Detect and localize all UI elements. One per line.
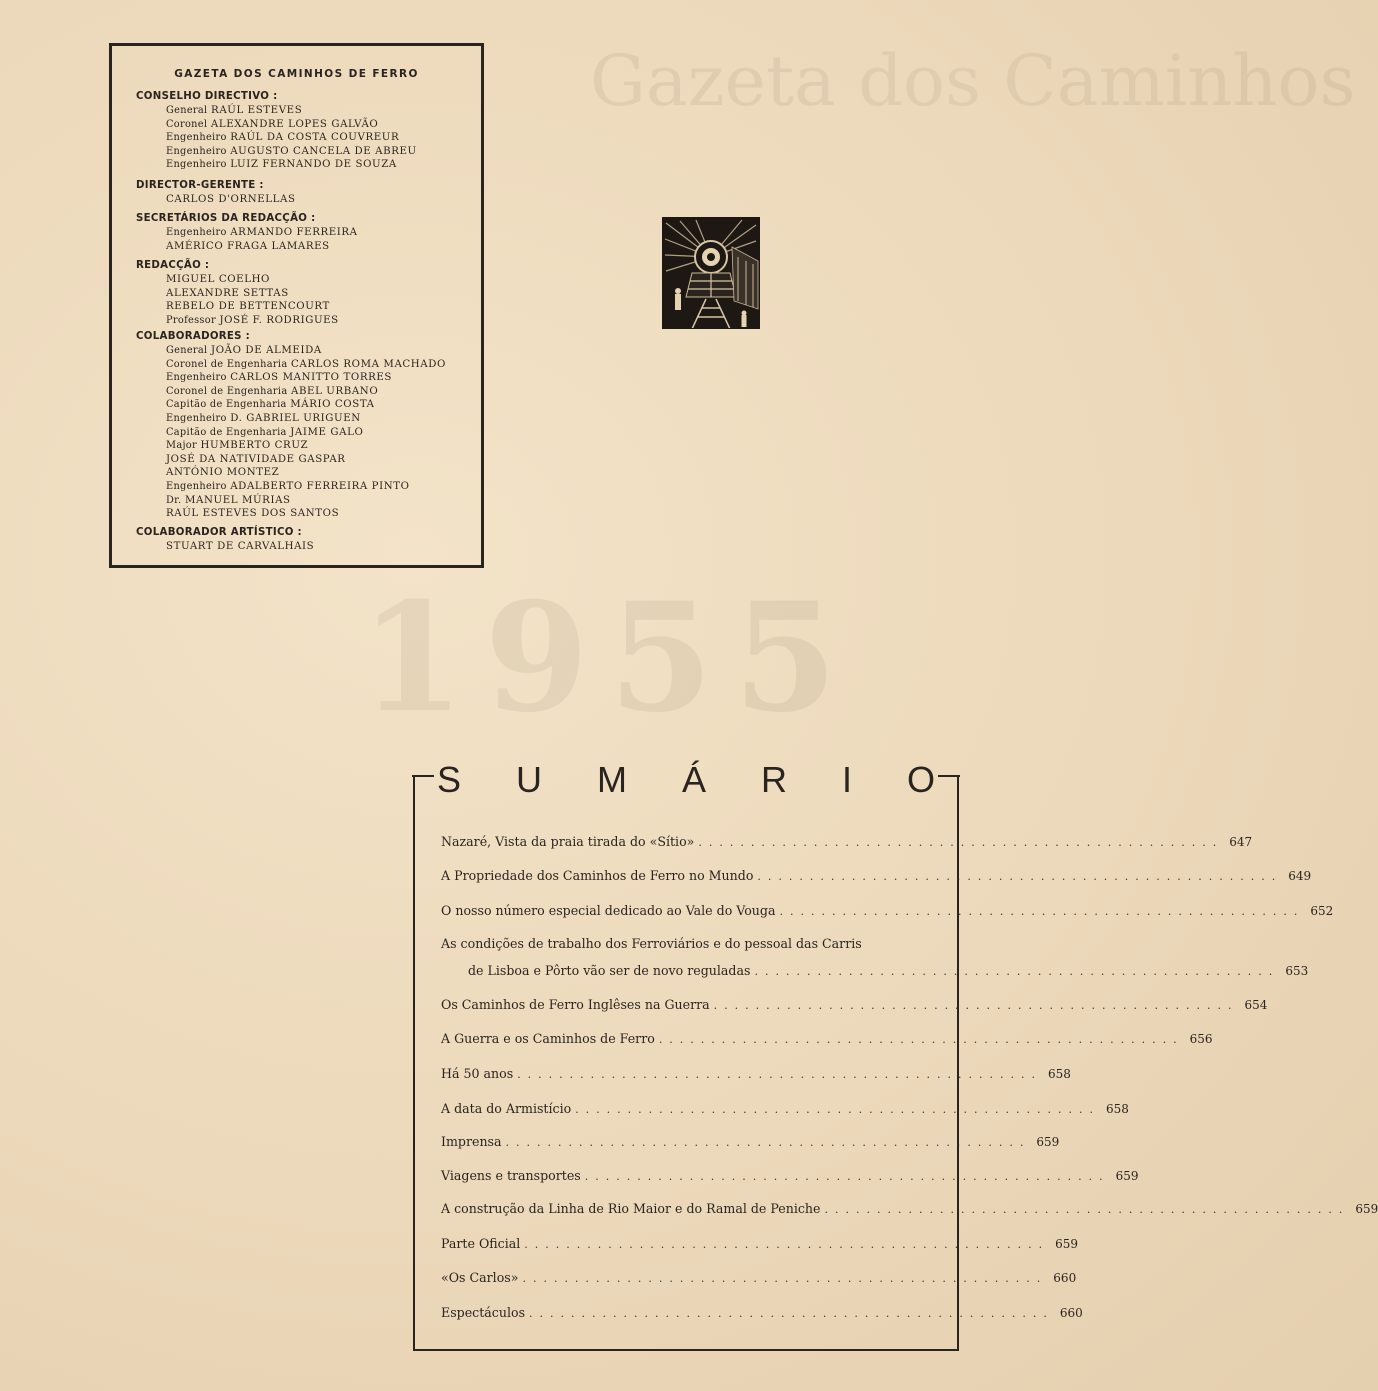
staff-member: ALEXANDRE SETTAS bbox=[166, 287, 289, 299]
staff-box bbox=[109, 43, 484, 568]
toc-title: A Propriedade dos Caminhos de Ferro no Mundo bbox=[441, 868, 754, 883]
staff-member: Capitão de Engenharia MÁRIO COSTA bbox=[166, 399, 375, 411]
toc-title: Imprensa bbox=[441, 1134, 502, 1149]
toc-entry bbox=[441, 1168, 1139, 1185]
toc-title: Viagens e transportes bbox=[441, 1168, 581, 1183]
staff-member: JOSÉ DA NATIVIDADE GASPAR bbox=[166, 453, 346, 465]
section-director-gerente bbox=[136, 179, 296, 207]
toc-page: 659 bbox=[1036, 1135, 1060, 1149]
toc-title: O nosso número especial dedicado ao Vale do Vouga bbox=[441, 903, 776, 918]
staff-member: Engenheiro ADALBERTO FERREIRA PINTO bbox=[166, 480, 410, 492]
toc-entry bbox=[441, 1134, 1060, 1151]
summary-title-letter: R bbox=[760, 759, 787, 800]
toc-page: 659 bbox=[1355, 1202, 1378, 1216]
staff-member: Coronel de Engenharia CARLOS ROMA MACHADO bbox=[166, 358, 446, 370]
toc-title: A data do Armistício bbox=[441, 1101, 572, 1116]
toc-leader: .................................................. bbox=[698, 836, 1224, 849]
toc-entry bbox=[441, 1201, 1378, 1218]
summary-title-letter: O bbox=[906, 759, 935, 800]
summary-title-letter: Á bbox=[681, 759, 706, 800]
section-colaborador-artistico bbox=[136, 526, 314, 554]
toc-leader: .................................................. bbox=[757, 870, 1283, 883]
section-label: CONSELHO DIRECTIVO : bbox=[136, 91, 278, 102]
summary-title-letter: S bbox=[437, 759, 462, 800]
toc-leader: .................................................. bbox=[529, 1307, 1054, 1320]
toc-leader: .................................................. bbox=[575, 1103, 1101, 1116]
summary-title-letter: I bbox=[841, 759, 852, 800]
toc-title: Os Caminhos de Ferro Inglêses na Guerra bbox=[441, 997, 710, 1012]
bleed-through-year: 1955 bbox=[360, 570, 858, 746]
toc-page: 659 bbox=[1055, 1237, 1079, 1251]
toc-title: A Guerra e os Caminhos de Ferro bbox=[441, 1031, 655, 1046]
staff-member: General JOÃO DE ALMEIDA bbox=[166, 345, 322, 356]
toc-leader: .................................................. bbox=[524, 1238, 1050, 1251]
staff-member: Engenheiro LUIZ FERNANDO DE SOUZA bbox=[166, 159, 397, 171]
toc-title: A construção da Linha de Rio Maior e do Ramal de Peniche bbox=[441, 1201, 821, 1216]
toc-page: 653 bbox=[1285, 964, 1309, 978]
toc-entry bbox=[441, 1031, 1213, 1048]
staff-member: Engenheiro D. GABRIEL URIGUEN bbox=[166, 412, 361, 424]
toc-leader: .................................................. bbox=[824, 1203, 1350, 1216]
toc-entry bbox=[441, 1305, 1083, 1322]
staff-member: Dr. MANUEL MÚRIAS bbox=[166, 494, 291, 506]
toc-title: Parte Oficial bbox=[441, 1236, 521, 1251]
toc-leader: .................................................. bbox=[584, 1170, 1110, 1183]
toc-page: 656 bbox=[1189, 1032, 1213, 1046]
staff-member: Engenheiro CARLOS MANITTO TORRES bbox=[166, 372, 392, 384]
toc-leader: .................................................. bbox=[522, 1272, 1048, 1285]
staff-member: AMÉRICO FRAGA LAMARES bbox=[166, 240, 330, 252]
toc-page: 654 bbox=[1244, 998, 1268, 1012]
staff-member: MIGUEL COELHO bbox=[166, 274, 271, 285]
section-label: COLABORADOR ARTÍSTICO : bbox=[136, 527, 302, 538]
toc-leader: .................................................. bbox=[517, 1068, 1043, 1081]
toc-entry bbox=[441, 1066, 1071, 1083]
toc-page: 660 bbox=[1059, 1306, 1083, 1320]
summary-title-letter: U bbox=[516, 759, 542, 800]
staff-member: Engenheiro RAÚL DA COSTA COUVREUR bbox=[166, 132, 400, 144]
staff-member: Professor JOSÉ F. RODRIGUES bbox=[166, 314, 339, 326]
staff-member: Engenheiro AUGUSTO CANCELA DE ABREU bbox=[166, 145, 417, 157]
toc-page: 659 bbox=[1115, 1169, 1139, 1183]
toc-page: 658 bbox=[1106, 1102, 1129, 1116]
toc-title: As condições de trabalho dos Ferroviários e do pessoal das Carris bbox=[441, 936, 862, 951]
toc-entry bbox=[441, 868, 1312, 885]
toc-title: Espectáculos bbox=[441, 1305, 526, 1320]
toc-leader: .................................................. bbox=[754, 965, 1280, 978]
staff-member: STUART DE CARVALHAIS bbox=[166, 541, 315, 552]
section-conselho-directivo bbox=[136, 90, 417, 172]
toc-page: 652 bbox=[1310, 904, 1334, 918]
staff-member: General RAÚL ESTEVES bbox=[166, 105, 303, 116]
toc-page: 658 bbox=[1048, 1067, 1071, 1081]
locomotive-woodcut-icon bbox=[662, 217, 760, 329]
toc-entry bbox=[441, 1236, 1079, 1253]
toc-title: «Os Carlos» bbox=[441, 1270, 519, 1285]
section-label: SECRETÁRIOS DA REDACÇÃO : bbox=[136, 213, 316, 224]
bleed-through-masthead: Gazeta dos Caminhos bbox=[590, 40, 1356, 122]
toc-leader: .................................................. bbox=[505, 1136, 1031, 1149]
section-secretarios bbox=[136, 212, 358, 253]
staff-member: REBELO DE BETTENCOURT bbox=[166, 301, 330, 313]
staff-member: Engenheiro ARMANDO FERREIRA bbox=[166, 227, 358, 238]
toc-entry bbox=[441, 1270, 1077, 1287]
summary-frame bbox=[413, 777, 959, 1351]
staff-member: CARLOS D'ORNELLAS bbox=[166, 194, 296, 205]
summary-title-letter: M bbox=[596, 759, 627, 800]
staff-member: Major HUMBERTO CRUZ bbox=[166, 440, 309, 452]
toc-title-continuation: de Lisboa e Pôrto vão ser de novo reguladas bbox=[468, 963, 751, 978]
section-label: REDACÇÃO : bbox=[136, 260, 210, 271]
toc-page: 649 bbox=[1288, 869, 1312, 883]
staff-member: Capitão de Engenharia JAIME GALO bbox=[166, 426, 364, 438]
staff-member: RAÚL ESTEVES DOS SANTOS bbox=[166, 508, 340, 520]
toc-page: 660 bbox=[1053, 1271, 1077, 1285]
toc-entry bbox=[468, 963, 1309, 980]
staff-title: GAZETA DOS CAMINHOS DE FERRO bbox=[174, 68, 419, 80]
section-label: DIRECTOR-GERENTE : bbox=[136, 180, 264, 191]
staff-member: ANTÓNIO MONTEZ bbox=[166, 467, 280, 479]
toc-title: Há 50 anos bbox=[441, 1066, 514, 1081]
toc-entry bbox=[441, 903, 1334, 920]
section-colaboradores bbox=[136, 330, 446, 521]
toc-leader: .................................................. bbox=[779, 905, 1305, 918]
toc-page: 647 bbox=[1229, 835, 1253, 849]
section-label: COLABORADORES : bbox=[136, 331, 251, 342]
toc-leader: .................................................. bbox=[713, 999, 1239, 1012]
toc-title: Nazaré, Vista da praia tirada do «Sítio» bbox=[441, 834, 695, 849]
staff-member: Coronel ALEXANDRE LOPES GALVÃO bbox=[166, 118, 379, 130]
toc-leader: .................................................. bbox=[658, 1033, 1184, 1046]
toc-entry bbox=[441, 834, 1253, 851]
section-redaccao bbox=[136, 259, 339, 327]
toc-entry bbox=[441, 997, 1268, 1014]
toc-entry bbox=[441, 1101, 1129, 1118]
staff-member: Coronel de Engenharia ABEL URBANO bbox=[166, 385, 379, 397]
